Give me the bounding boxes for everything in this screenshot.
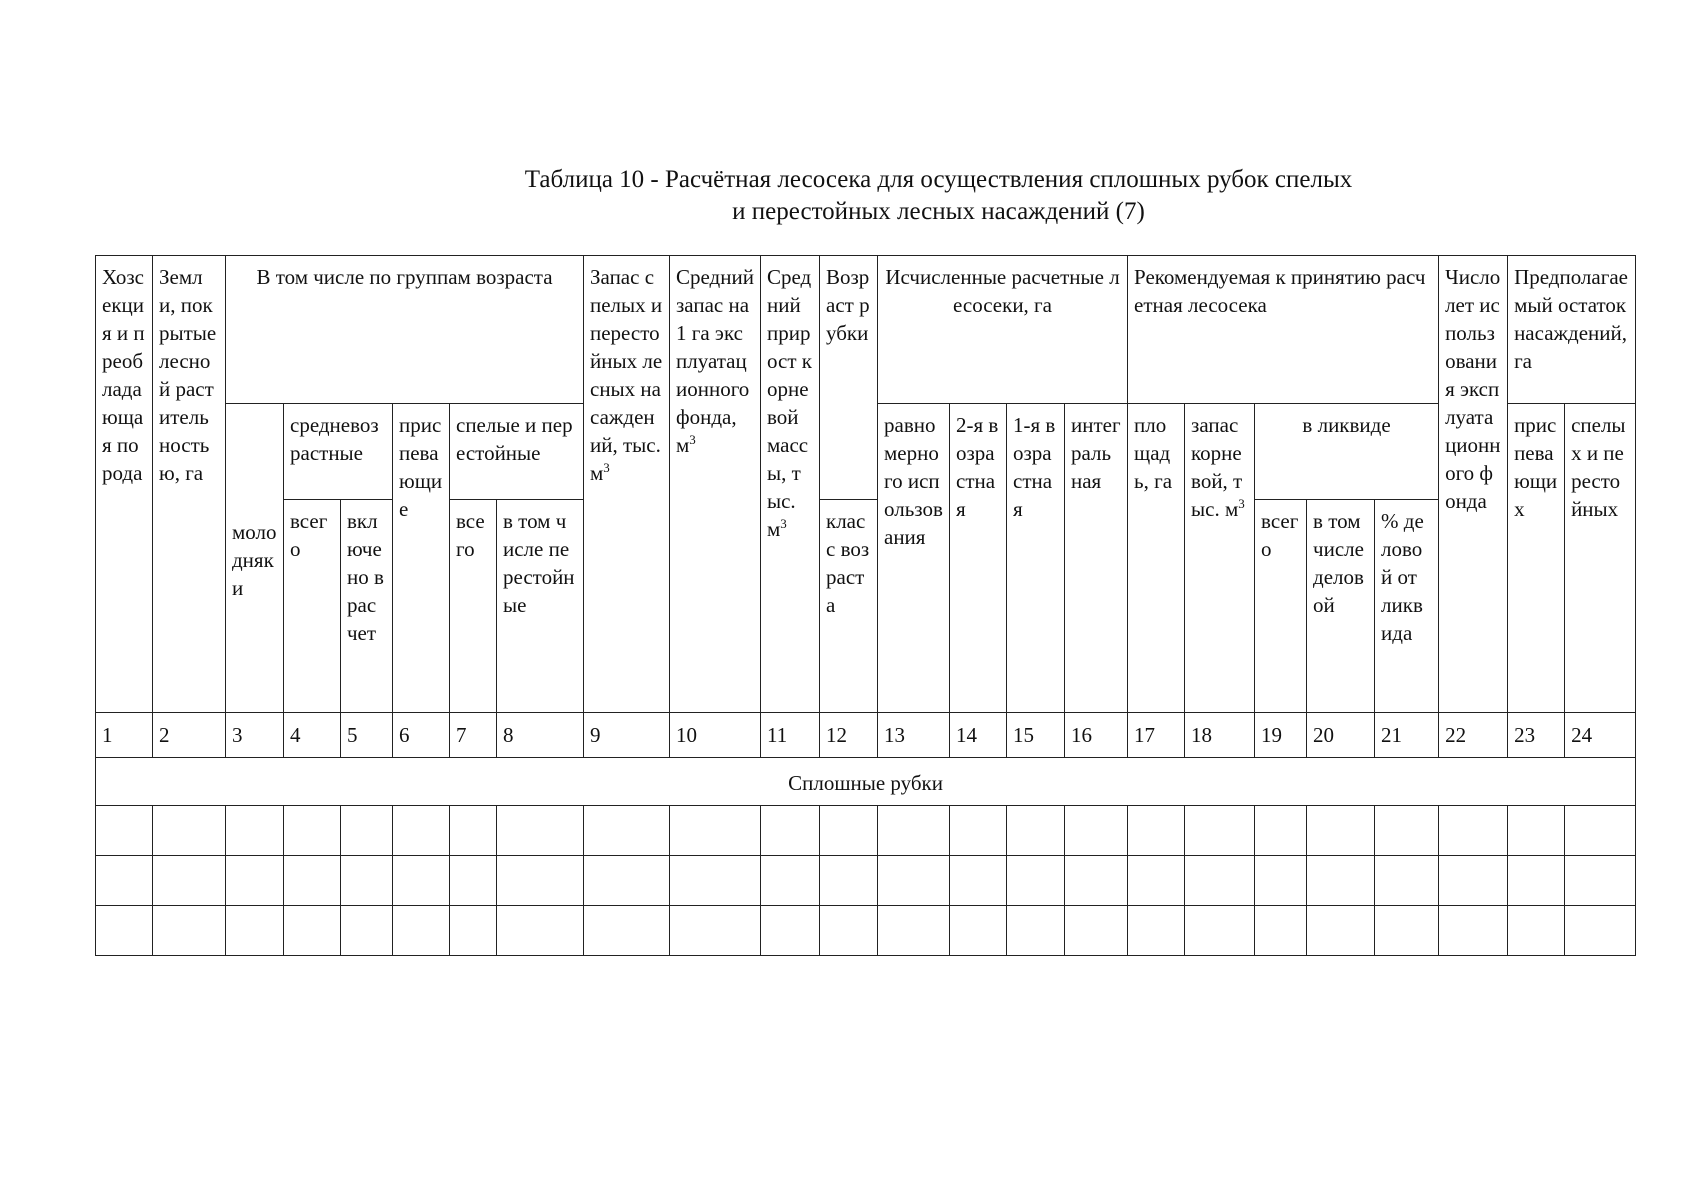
table-cell[interactable] — [1508, 806, 1565, 856]
column-number: 10 — [670, 713, 761, 758]
table-cell[interactable] — [284, 906, 341, 956]
table-cell[interactable] — [1128, 856, 1185, 906]
table-cell[interactable] — [820, 806, 878, 856]
column-number: 18 — [1185, 713, 1255, 758]
col-header-24: спелых и перестойных — [1565, 404, 1636, 713]
col-header-6: приспевающие — [393, 404, 450, 713]
table-cell[interactable] — [1565, 906, 1636, 956]
col-header-22: Число лет использования эксплуатационного фонда — [1439, 256, 1508, 713]
col-header-19: всего — [1255, 500, 1307, 713]
table-cell[interactable] — [1065, 856, 1128, 906]
col-header-9: Запас спелых и перестойных лесных насаждений, тыс. $м^3$ — [584, 256, 670, 713]
table-cell[interactable] — [670, 906, 761, 956]
column-number: 15 — [1007, 713, 1065, 758]
caption-line-1: Таблица 10 - Расчётная лесосека для осуществления сплошных рубок спелых — [524, 166, 1353, 193]
column-number: 24 — [1565, 713, 1636, 758]
table-cell[interactable] — [1439, 806, 1508, 856]
table-cell[interactable] — [226, 806, 284, 856]
column-number: 2 — [153, 713, 226, 758]
col-header-remain: Предполагаемый остаток насаждений, га — [1508, 256, 1636, 404]
column-number: 16 — [1065, 713, 1128, 758]
col-header-calculated: Исчисленные расчетные лесосеки, га — [878, 256, 1128, 404]
column-number: 13 — [878, 713, 950, 758]
column-number: 5 — [341, 713, 393, 758]
table-cell[interactable] — [393, 806, 450, 856]
table-cell[interactable] — [96, 906, 153, 956]
table-cell[interactable] — [1439, 856, 1508, 906]
col-header-age-groups: В том числе по группам возраста — [226, 256, 584, 404]
table-cell[interactable] — [497, 856, 584, 906]
col-header-14: 2-я возрастная — [950, 404, 1007, 713]
table-cell[interactable] — [820, 906, 878, 956]
column-number: 11 — [761, 713, 820, 758]
table-cell[interactable] — [1307, 906, 1375, 956]
table-cell[interactable] — [1375, 906, 1439, 956]
table-cell[interactable] — [393, 906, 450, 956]
table-row — [96, 806, 1636, 856]
column-number: 3 — [226, 713, 284, 758]
column-number: 19 — [1255, 713, 1307, 758]
table-cell[interactable] — [1565, 806, 1636, 856]
table-cell[interactable] — [284, 806, 341, 856]
col-header-16: интегральная — [1065, 404, 1128, 713]
col-header-2: Земли, покрытые лесной растительностью, га — [153, 256, 226, 713]
col-header-12-class: класс возраста — [820, 500, 878, 713]
col-header-12: Возраст рубки — [820, 256, 878, 500]
table-cell[interactable] — [450, 856, 497, 906]
table-cell[interactable] — [761, 856, 820, 906]
caption-line-2: и перестойных лесных насаждений (7) — [732, 198, 1145, 225]
column-number: 20 — [1307, 713, 1375, 758]
table-cell[interactable] — [1375, 806, 1439, 856]
table-cell[interactable] — [1255, 856, 1307, 906]
table-cell[interactable] — [226, 906, 284, 956]
table-cell[interactable] — [1508, 906, 1565, 956]
section-row — [96, 758, 1636, 806]
table-cell[interactable] — [96, 856, 153, 906]
section-label: Сплошные рубки — [96, 758, 1636, 806]
table-cell[interactable] — [761, 806, 820, 856]
col-header-15: 1-я возрастная — [1007, 404, 1065, 713]
table-cell[interactable] — [1128, 806, 1185, 856]
col-header-8: в том числе перестойные — [497, 500, 584, 713]
column-number: 22 — [1439, 713, 1508, 758]
table-cell[interactable] — [153, 906, 226, 956]
column-number: 21 — [1375, 713, 1439, 758]
col-header-middle: средневозрастные — [284, 404, 393, 500]
table-cell[interactable] — [820, 856, 878, 906]
table-cell[interactable] — [341, 806, 393, 856]
table-cell[interactable] — [1007, 856, 1065, 906]
column-number: 12 — [820, 713, 878, 758]
table-cell[interactable] — [450, 806, 497, 856]
col-header-1: Хозсекция и преобладающая порода — [96, 256, 153, 713]
table-cell[interactable] — [1065, 806, 1128, 856]
col-header-13: равномерного использования — [878, 404, 950, 713]
table-cell[interactable] — [1508, 856, 1565, 906]
column-number: 8 — [497, 713, 584, 758]
col-header-21: % деловой от ликвида — [1375, 500, 1439, 713]
table-cell[interactable] — [153, 806, 226, 856]
table-cell[interactable] — [497, 806, 584, 856]
table-cell[interactable] — [226, 856, 284, 906]
col-header-3: молодняки — [226, 404, 284, 713]
column-number: 4 — [284, 713, 341, 758]
table-cell[interactable] — [1065, 906, 1128, 956]
col-header-5: включено в расчет — [341, 500, 393, 713]
header-row-1 — [96, 256, 1636, 404]
col-header-7: всего — [450, 500, 497, 713]
table-cell[interactable] — [878, 856, 950, 906]
col-header-mature: спелые и перестойные — [450, 404, 584, 500]
col-header-18: запас корневой, тыс. $м^3$ — [1185, 404, 1255, 713]
table-cell[interactable] — [1307, 806, 1375, 856]
table-cell[interactable] — [284, 856, 341, 906]
table-cell[interactable] — [761, 906, 820, 956]
table-cell[interactable] — [1255, 806, 1307, 856]
table-cell[interactable] — [450, 906, 497, 956]
table-cell[interactable] — [584, 806, 670, 856]
table-cell[interactable] — [584, 856, 670, 906]
table-cell[interactable] — [393, 856, 450, 906]
table-cell[interactable] — [1185, 806, 1255, 856]
table-cell[interactable] — [670, 856, 761, 906]
table-cell[interactable] — [878, 906, 950, 956]
table-cell[interactable] — [950, 806, 1007, 856]
column-number-row — [96, 713, 1636, 758]
table-cell[interactable] — [1439, 906, 1508, 956]
table-caption — [0, 164, 1697, 228]
col-header-recommended: Рекомендуемая к принятию расчетная лесосека — [1128, 256, 1439, 404]
table-cell[interactable] — [1255, 906, 1307, 956]
table-cell[interactable] — [1185, 906, 1255, 956]
column-number: 9 — [584, 713, 670, 758]
col-header-17: площадь, га — [1128, 404, 1185, 713]
table-cell[interactable] — [341, 856, 393, 906]
table-cell[interactable] — [153, 856, 226, 906]
table-cell[interactable] — [1307, 856, 1375, 906]
table-row — [96, 856, 1636, 906]
column-number: 7 — [450, 713, 497, 758]
lesoseka-table — [95, 255, 1636, 956]
col-header-4: всего — [284, 500, 341, 713]
table-cell[interactable] — [1185, 856, 1255, 906]
col-header-11: Средний прирост корневой массы, тыс. $м^3$ — [761, 256, 820, 713]
table-cell[interactable] — [950, 856, 1007, 906]
table-cell[interactable] — [584, 906, 670, 956]
table-cell[interactable] — [1375, 856, 1439, 906]
table-row — [96, 906, 1636, 956]
table-cell[interactable] — [1128, 906, 1185, 956]
col-header-20: в том числе деловой — [1307, 500, 1375, 713]
table-cell[interactable] — [1007, 906, 1065, 956]
table-cell[interactable] — [341, 906, 393, 956]
table-cell[interactable] — [878, 806, 950, 856]
column-number: 14 — [950, 713, 1007, 758]
table-cell[interactable] — [1565, 856, 1636, 906]
table-cell[interactable] — [497, 906, 584, 956]
column-number: 1 — [96, 713, 153, 758]
column-number: 23 — [1508, 713, 1565, 758]
column-number: 6 — [393, 713, 450, 758]
table-cell[interactable] — [96, 806, 153, 856]
column-number: 17 — [1128, 713, 1185, 758]
table-cell[interactable] — [1007, 806, 1065, 856]
col-header-23: приспевающих — [1508, 404, 1565, 713]
header-row-3 — [96, 500, 1636, 713]
col-header-10: Средний запас на 1 га эксплуатационного фонда, $м^3$ — [670, 256, 761, 713]
table-cell[interactable] — [950, 906, 1007, 956]
table-cell[interactable] — [670, 806, 761, 856]
col-header-liquid: в ликвиде — [1255, 404, 1439, 500]
